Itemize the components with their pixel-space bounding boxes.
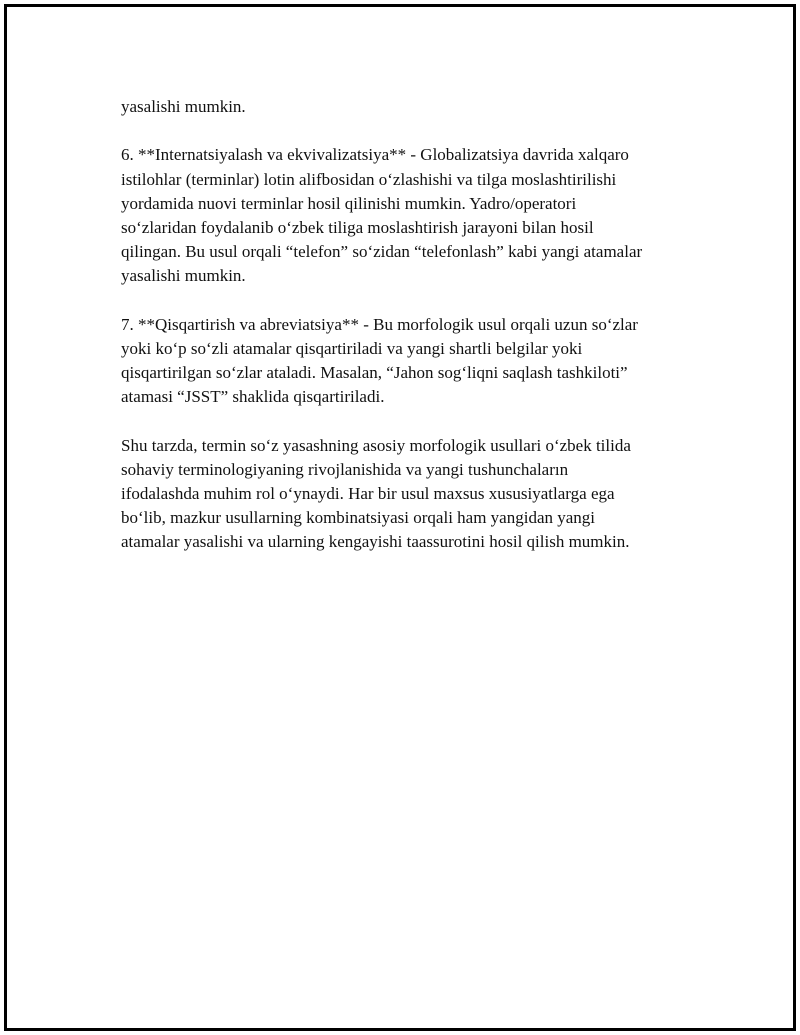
document-body bbox=[121, 95, 701, 579]
text-line: Shu tarzda, termin so‘z yasashning asosiy morfologik usullari o‘zbek tilida bbox=[121, 435, 631, 455]
paragraph-internationalization bbox=[121, 143, 701, 288]
text-line: istilohlar (terminlar) lotin alifbosidan o‘zlashishi va tilga moslashtirilishi bbox=[121, 169, 617, 189]
text-line: so‘zlaridan foydalanib o‘zbek tiliga moslashtirish jarayoni bilan hosil bbox=[121, 217, 594, 237]
text-line: yoki ko‘p so‘zli atamalar qisqartiriladi va yangi shartli belgilar yoki bbox=[121, 338, 583, 358]
paragraph-conclusion bbox=[121, 434, 701, 555]
text-line: qilingan. Bu usul orqali “telefon” so‘zidan “telefonlash” kabi yangi atamalar bbox=[121, 242, 643, 262]
text-line: yordamida nuovi terminlar hosil qilinishi mumkin. Yadro/operatori bbox=[121, 193, 577, 213]
text-line: atamasi “JSST” shaklida qisqartiriladi. bbox=[121, 387, 385, 407]
text-line: 7. **Qisqartirish va abreviatsiya** - Bu morfologik usul orqali uzun so‘zlar bbox=[121, 314, 638, 334]
text-line: sohaviy terminologiyaning rivojlanishida va yangi tushunchaların bbox=[121, 459, 569, 479]
text-line: 6. **Internatsiyalash va ekvivalizatsiya** - Globalizatsiya davrida xalqaro bbox=[121, 145, 629, 165]
paragraph-continuation bbox=[121, 95, 701, 119]
text-line: qisqartirilgan so‘zlar ataladi. Masalan, “Jahon sog‘liqni saqlash tashkiloti” bbox=[121, 363, 628, 383]
paragraph-abbreviation bbox=[121, 313, 701, 410]
text-line: atamalar yasalishi va ularning kengayishi taassurotini hosil qilish mumkin. bbox=[121, 532, 630, 552]
text-line: yasalishi mumkin. bbox=[121, 97, 246, 116]
text-line: ifodalashda muhim rol o‘ynaydi. Har bir usul maxsus xususiyatlarga ega bbox=[121, 484, 615, 503]
text-line: yasalishi mumkin. bbox=[121, 266, 246, 286]
page-frame bbox=[4, 4, 796, 1031]
text-line: bo‘lib, mazkur usullarning kombinatsiyasi orqali ham yangidan yangi bbox=[121, 508, 596, 528]
